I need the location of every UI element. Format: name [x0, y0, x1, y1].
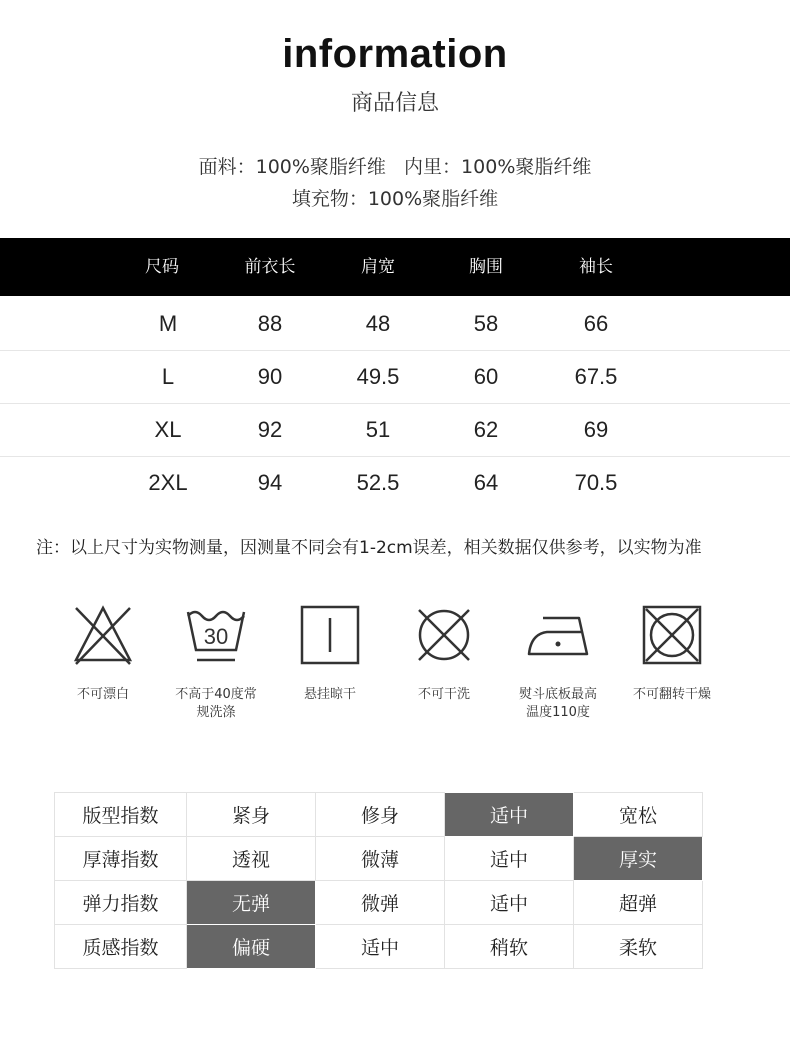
care-item-hang-dry	[275, 604, 385, 704]
size-cell: 92	[257, 417, 283, 442]
size-cell: 49.5	[356, 364, 400, 389]
iron-icon	[523, 604, 593, 666]
index-option: 偏硬	[187, 925, 316, 969]
header-cell-length: 前衣长	[244, 257, 296, 277]
size-row	[0, 403, 790, 457]
size-cell: 64	[473, 470, 499, 495]
header-cell-size: 尺码	[145, 257, 179, 277]
size-cell: 66	[583, 311, 609, 336]
header-cell-chest: 胸围	[469, 257, 503, 277]
title-en: information	[282, 32, 508, 76]
size-cell: 62	[473, 417, 499, 442]
care-label: 熨斗底板最高温度110度	[518, 687, 597, 720]
size-row	[0, 350, 790, 404]
size-cell: 67.5	[574, 364, 618, 389]
index-option: 微弹	[316, 881, 445, 925]
index-option: 柔软	[574, 925, 703, 969]
index-row-thickness	[55, 837, 703, 881]
no-tumble-dry-icon	[641, 604, 703, 666]
size-cell: 94	[257, 470, 283, 495]
care-item-no-tumble-dry	[617, 604, 727, 704]
size-row	[0, 456, 790, 509]
index-option: 适中	[445, 837, 574, 881]
title-cn: 商品信息	[350, 91, 439, 116]
size-cell: 69	[583, 417, 609, 442]
index-option: 稍软	[445, 925, 574, 969]
care-label: 不高于40度常规洗涤	[175, 687, 257, 720]
size-cell: L	[161, 364, 175, 389]
size-cell: 52.5	[356, 470, 400, 495]
care-label: 不可翻转干燥	[632, 687, 711, 702]
size-cell: 51	[365, 417, 391, 442]
header-cell-sleeve: 袖长	[579, 257, 613, 277]
care-item-no-dry-clean	[389, 604, 499, 704]
index-row-label: 版型指数	[55, 793, 187, 837]
index-row-elasticity	[55, 881, 703, 925]
index-row-label: 质感指数	[55, 925, 187, 969]
wash-30-icon	[185, 604, 247, 666]
index-option: 适中	[316, 925, 445, 969]
size-table-header	[0, 238, 790, 296]
index-option: 紧身	[187, 793, 316, 837]
size-cell: 88	[257, 311, 283, 336]
wash-temperature: 30	[203, 624, 229, 649]
size-cell: 90	[257, 364, 283, 389]
index-row-texture	[55, 925, 703, 969]
hang-dry-icon	[299, 604, 361, 666]
index-option: 修身	[316, 793, 445, 837]
index-option: 无弹	[187, 881, 316, 925]
material-line-1: 面料：100%聚脂纤维 内里：100%聚脂纤维	[198, 156, 592, 178]
measurement-note: 注：以上尺寸为实物测量，因测量不同会有1-2cm误差，相关数据仅供参考，以实物为准	[36, 538, 702, 558]
index-option: 超弹	[574, 881, 703, 925]
no-bleach-icon	[72, 604, 134, 666]
index-option: 透视	[187, 837, 316, 881]
size-cell: 2XL	[148, 470, 188, 495]
size-cell: 70.5	[574, 470, 618, 495]
no-dry-clean-icon	[413, 604, 475, 666]
care-label: 不可干洗	[417, 687, 470, 702]
index-option: 厚实	[574, 837, 703, 881]
care-item-no-bleach	[48, 604, 158, 704]
index-option: 适中	[445, 881, 574, 925]
index-row-label: 厚薄指数	[55, 837, 187, 881]
care-label: 悬挂晾干	[303, 687, 356, 702]
index-option: 适中	[445, 793, 574, 837]
care-label: 不可漂白	[76, 687, 129, 702]
size-cell: 48	[365, 311, 391, 336]
index-row-fit	[55, 793, 703, 837]
size-cell: M	[158, 311, 178, 336]
index-option: 微薄	[316, 837, 445, 881]
index-option: 宽松	[574, 793, 703, 837]
size-row	[0, 297, 790, 351]
care-item-wash-30	[161, 604, 271, 722]
index-row-label: 弹力指数	[55, 881, 187, 925]
fit-index-table	[54, 792, 703, 969]
size-cell: XL	[154, 417, 182, 442]
header-cell-shoulder: 肩宽	[361, 257, 395, 277]
size-cell: 58	[473, 311, 499, 336]
care-item-iron	[503, 604, 613, 722]
material-line-2: 填充物：100%聚脂纤维	[291, 188, 499, 210]
size-cell: 60	[473, 364, 499, 389]
